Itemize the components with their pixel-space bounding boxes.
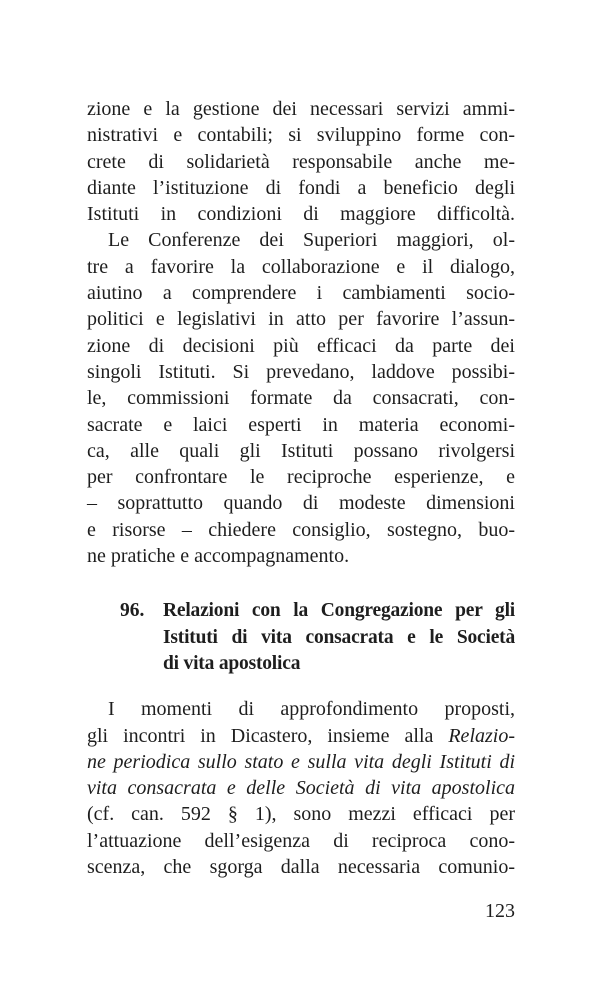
text-line bbox=[87, 749, 515, 775]
text-run: Istituti in condizioni di maggiore difficoltà. bbox=[87, 203, 515, 226]
text-line bbox=[87, 254, 515, 280]
text-line bbox=[87, 775, 515, 801]
text-run: I momenti di approfondimento proposti, bbox=[108, 698, 515, 721]
text-line bbox=[87, 149, 515, 175]
text-run: scenza, che sgorga dalla necessaria comunio- bbox=[87, 856, 515, 879]
text-run: Le Conferenze dei Superiori maggiori, ol- bbox=[108, 229, 515, 252]
text-run: (cf. can. 592 § 1), sono mezzi efficaci per bbox=[87, 803, 515, 826]
text-line bbox=[87, 723, 515, 749]
text-line bbox=[87, 490, 515, 516]
paragraph-1 bbox=[87, 96, 515, 227]
text-line bbox=[87, 306, 515, 332]
text-line bbox=[87, 854, 515, 880]
text-line bbox=[87, 412, 515, 438]
text-line bbox=[87, 227, 515, 253]
section-heading-96 bbox=[87, 598, 515, 677]
text-line bbox=[87, 438, 515, 464]
text-line bbox=[87, 122, 515, 148]
text-run: l’attuazione dell’esigenza di reciproca cono- bbox=[87, 829, 515, 852]
text-line bbox=[87, 464, 515, 490]
text-run: ne pratiche e accompagnamento. bbox=[87, 545, 350, 568]
text-line bbox=[87, 828, 515, 854]
text-run: zione e la gestione dei necessari servizi ammi- bbox=[87, 98, 515, 120]
text-line bbox=[87, 359, 515, 385]
italic-text-run: Relazio- bbox=[448, 724, 515, 747]
text-line bbox=[87, 801, 515, 827]
text-line bbox=[87, 543, 515, 569]
text-run: sacrate e laici esperti in materia economi- bbox=[87, 413, 515, 436]
text-line bbox=[87, 175, 515, 201]
text-run: zione di decisioni più efficaci da parte dei bbox=[87, 334, 515, 357]
text-run: diante l’istituzione di fondi a beneficio degli bbox=[87, 176, 515, 199]
italic-text-run: vita consacrata e delle Società di vita apostolica bbox=[87, 777, 515, 800]
text-run: politici e legislativi in atto per favorire l’assun- bbox=[87, 308, 515, 331]
text-line bbox=[87, 280, 515, 306]
text-run: tre a favorire la collaborazione e il dialogo, bbox=[87, 255, 515, 278]
text-run: per confrontare le reciproche esperienze, e bbox=[87, 466, 515, 489]
text-run: aiutino a comprendere i cambiamenti socio- bbox=[87, 282, 515, 305]
text-run: crete di solidarietà responsabile anche me- bbox=[87, 150, 515, 173]
paragraph-2 bbox=[87, 227, 515, 569]
heading-line: di vita apostolica bbox=[163, 652, 301, 674]
page-number: 123 bbox=[485, 900, 515, 922]
text-line bbox=[87, 201, 515, 227]
text-line bbox=[87, 96, 515, 122]
section-number: 96. bbox=[120, 600, 145, 622]
text-block bbox=[87, 96, 515, 880]
text-line bbox=[87, 517, 515, 543]
heading-line: Relazioni con la Congregazione per gli bbox=[163, 600, 515, 622]
italic-text-run: ne periodica sullo stato e sulla vita degli Istituti di bbox=[87, 750, 515, 773]
text-run: singoli Istituti. Si prevedano, laddove possibi- bbox=[87, 360, 515, 383]
text-line bbox=[87, 385, 515, 411]
text-run: gli incontri in Dicastero, insieme alla bbox=[87, 724, 449, 747]
paragraph-3 bbox=[87, 696, 515, 880]
text-run: ca, alle quali gli Istituti possano rivolgersi bbox=[87, 439, 515, 462]
text-line bbox=[87, 333, 515, 359]
text-run: – soprattutto quando di modeste dimensioni bbox=[87, 492, 515, 515]
text-line bbox=[87, 696, 515, 722]
text-run: nistrativi e contabili; si sviluppino forme con- bbox=[87, 124, 515, 147]
text-run: le, commissioni formate da consacrati, con- bbox=[87, 387, 515, 410]
heading-line: Istituti di vita consacrata e le Società bbox=[163, 626, 515, 648]
text-run: e risorse – chiedere consiglio, sostegno, buo- bbox=[87, 518, 515, 541]
